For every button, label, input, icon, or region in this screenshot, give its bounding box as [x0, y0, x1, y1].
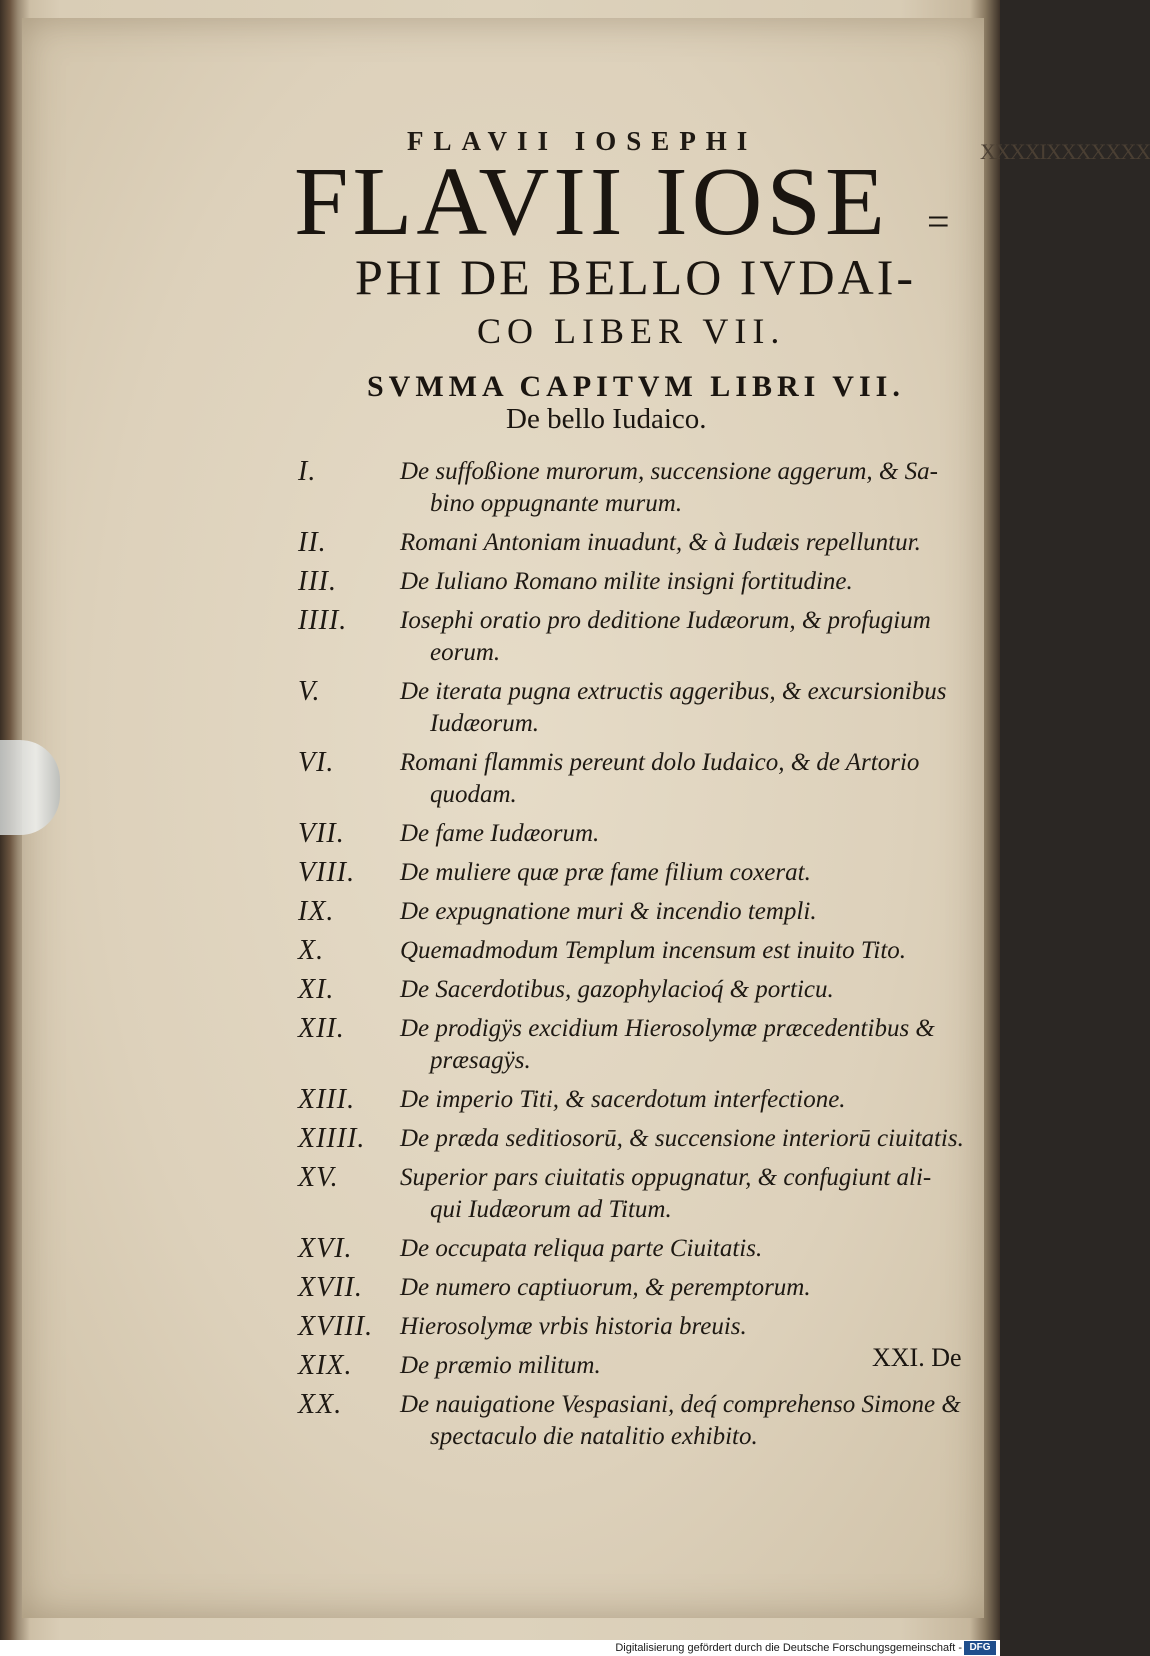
chapter-title-line: De imperio Titi, & sacerdotum interfectione.	[400, 1086, 846, 1113]
chapter-title	[400, 566, 978, 598]
summa-subheading: De bello Iudaico.	[506, 403, 707, 435]
dfg-logo: DFG	[964, 1641, 996, 1655]
chapter-number: XI.	[298, 974, 335, 1005]
toc-entry	[298, 857, 978, 889]
chapter-number: XVII.	[298, 1272, 363, 1303]
title-line-2: PHI DE BELLO IVDAI-	[355, 249, 917, 305]
chapter-number: X.	[298, 935, 325, 966]
chapter-title	[400, 857, 978, 889]
chapter-number: XII.	[298, 1013, 345, 1044]
toc-entry	[298, 1013, 978, 1077]
chapter-title-line: præsagÿs.	[430, 1047, 531, 1074]
footer-text: Digitalisierung gefördert durch die Deutsche Forschungsgemeinschaft -	[615, 1642, 962, 1654]
chapter-number: XX.	[298, 1389, 343, 1420]
title-line-3: CO LIBER VII.	[477, 311, 786, 351]
chapter-title-line: De iterata pugna extructis aggeribus, & excursionibus	[400, 678, 947, 705]
chapter-title	[400, 1311, 978, 1343]
toc-entry	[298, 935, 978, 967]
toc-entry	[298, 1389, 978, 1453]
chapter-title-line: De Sacerdotibus, gazophylacioq́ & porticu.	[400, 976, 834, 1003]
digitization-footer	[0, 1640, 1000, 1656]
chapter-title-line: Hierosolymæ vrbis historia breuis.	[400, 1313, 747, 1340]
chapter-title-line: Romani Antoniam inuadunt, & à Iudæis repelluntur.	[400, 529, 921, 556]
chapter-title	[400, 1162, 978, 1226]
chapter-title	[400, 935, 978, 967]
chapter-title	[400, 1389, 978, 1453]
chapter-title-line: De expugnatione muri & incendio templi.	[400, 898, 817, 925]
toc-entry	[298, 1162, 978, 1226]
chapter-title-line: Superior pars ciuitatis oppugnatur, & confugiunt ali-	[400, 1164, 932, 1191]
toc-entry	[298, 1123, 978, 1155]
chapter-title	[400, 1013, 978, 1077]
chapter-number: XIX.	[298, 1350, 353, 1381]
chapter-title-line: De occupata reliqua parte Ciuitatis.	[400, 1235, 763, 1262]
toc-entry	[298, 1233, 978, 1265]
chapter-title-line: qui Iudæorum ad Titum.	[430, 1196, 672, 1223]
chapter-number: XVIII.	[298, 1311, 374, 1342]
chapter-number: XIIII.	[298, 1123, 366, 1154]
chapter-title	[400, 974, 978, 1006]
chapter-title-line: eorum.	[430, 639, 501, 666]
facing-page-edge: XXXXIXXXXXXX	[980, 139, 1150, 164]
chapter-number: XVI.	[298, 1233, 353, 1264]
chapter-number: XV.	[298, 1162, 339, 1193]
toc-entry	[298, 1084, 978, 1116]
toc-entry	[298, 456, 978, 520]
chapter-list	[298, 456, 978, 1460]
chapter-title-line: De prodigÿs excidium Hierosolymæ præcedentibus &	[400, 1015, 935, 1042]
chapter-title-line: Quemadmodum Templum incensum est inuito Tito.	[400, 937, 907, 964]
chapter-title	[400, 818, 978, 850]
chapter-title	[400, 1084, 978, 1116]
chapter-title	[400, 676, 978, 740]
chapter-title	[400, 527, 978, 559]
chapter-title-line: De muliere quæ præ fame filium coxerat.	[400, 859, 811, 886]
toc-entry	[298, 1311, 978, 1343]
chapter-title-line: Iudæorum.	[430, 710, 540, 737]
toc-entry	[298, 747, 978, 811]
chapter-title	[400, 1123, 978, 1155]
chapter-title-line: quodam.	[430, 781, 517, 808]
chapter-title	[400, 1272, 978, 1304]
running-head: FLAVII IOSEPHI	[407, 126, 758, 156]
toc-entry	[298, 527, 978, 559]
chapter-number: VIII.	[298, 857, 356, 888]
toc-entry	[298, 974, 978, 1006]
chapter-title-line: bino oppugnante murum.	[430, 490, 683, 517]
chapter-title-line: De præmio militum.	[400, 1352, 601, 1379]
toc-entry	[298, 896, 978, 928]
chapter-title-line: De suffoßione murorum, succensione aggerum, & Sa-	[400, 458, 938, 485]
chapter-title-line: Romani flammis pereunt dolo Iudaico, & de Artorio	[400, 749, 920, 776]
chapter-title-line: De Iuliano Romano milite insigni fortitudine.	[400, 568, 853, 595]
title-line-1: FLAVII IOSE	[294, 148, 889, 256]
chapter-title	[400, 456, 978, 520]
chapter-number: II.	[298, 527, 327, 558]
chapter-title	[400, 896, 978, 928]
chapter-number: III.	[298, 566, 337, 597]
toc-entry	[298, 566, 978, 598]
chapter-number: I.	[298, 456, 317, 487]
chapter-title	[400, 1233, 978, 1265]
chapter-number: IIII.	[298, 605, 348, 636]
chapter-title-line: De præda seditiosorū, & succensione interiorū ciuitatis.	[400, 1125, 964, 1152]
toc-entry	[298, 818, 978, 850]
chapter-title	[400, 747, 978, 811]
chapter-title-line: De numero captiuorum, & peremptorum.	[400, 1274, 811, 1301]
title-hyphen: =	[927, 199, 950, 244]
chapter-title	[400, 605, 978, 669]
catchword: XXI. De	[872, 1343, 962, 1372]
chapter-number: VI.	[298, 747, 335, 778]
chapter-number: IX.	[298, 896, 335, 927]
toc-entry	[298, 605, 978, 669]
toc-entry	[298, 1272, 978, 1304]
chapter-title-line: De nauigatione Vespasiani, deq́ comprehenso Simone &	[400, 1391, 961, 1418]
chapter-title-line: Iosephi oratio pro deditione Iudæorum, & profugium	[400, 607, 931, 634]
chapter-title-line: spectaculo die natalitio exhibito.	[430, 1423, 758, 1450]
summa-heading: SVMMA CAPITVM LIBRI VII.	[367, 370, 905, 403]
chapter-number: VII.	[298, 818, 345, 849]
toc-entry	[298, 676, 978, 740]
book-page	[22, 18, 984, 1618]
chapter-title-line: De fame Iudæorum.	[400, 820, 600, 847]
chapter-number: XIII.	[298, 1084, 356, 1115]
chapter-number: V.	[298, 676, 321, 707]
